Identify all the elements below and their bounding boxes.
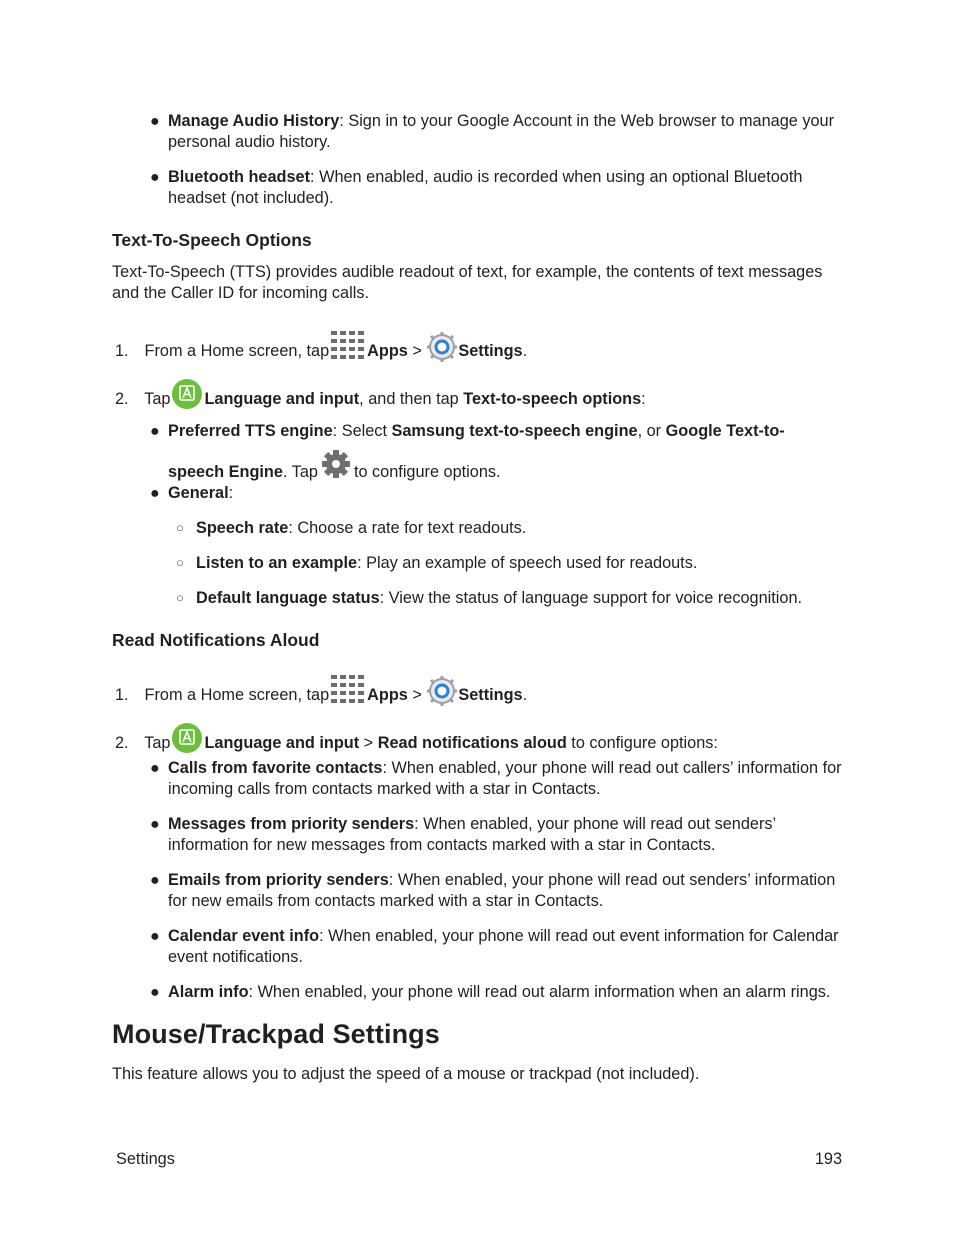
language-input-label: Language and input <box>204 390 360 408</box>
sub-bullet-text: : Play an example of speech used for readouts. <box>357 554 698 572</box>
language-input-icon <box>171 378 203 416</box>
apps-label: Apps <box>367 686 408 704</box>
step-number: 1. <box>115 342 129 360</box>
bullet-text: : When enabled, audio is recorded when using an optional Bluetooth headset (not included). <box>168 168 803 207</box>
sub-bullet-circle: ○ <box>176 555 184 570</box>
bullet-dot: ● <box>150 872 160 889</box>
bullet-bold-label: General <box>168 484 229 502</box>
sub-bullet-default-language <box>176 588 856 609</box>
bullet-bold-label: Alarm info <box>168 983 249 1001</box>
bullet-dot: ● <box>150 760 160 777</box>
step-text: Tap <box>144 390 171 408</box>
separator: > <box>359 734 378 752</box>
tts-intro: Text-To-Speech (TTS) provides audible readout of text, for example, the contents of text messages and the Caller ID for incoming calls. <box>112 263 823 302</box>
bullet-dot: ● <box>150 169 160 186</box>
step-text: From a Home screen, tap <box>144 342 330 360</box>
bullet-bold-label: Preferred TTS engine <box>168 422 333 440</box>
bullet-text: to configure options. <box>353 463 501 481</box>
bullet-dot: ● <box>150 816 160 833</box>
footer-page-number: 193 <box>814 1150 842 1168</box>
bullet-general <box>150 483 858 504</box>
section-heading-read-notifications: Read Notifications Aloud <box>112 630 320 650</box>
sub-bullet-text: : Choose a rate for text readouts. <box>288 519 527 537</box>
bullet-dot: ● <box>150 928 160 945</box>
bullet-alarm-info <box>150 982 858 1003</box>
bullet-text: : When enabled, your phone will read out event information for Calendar event notifications. <box>168 927 839 966</box>
bullet-bold-label: Calendar event info <box>168 927 320 945</box>
bullet-dot: ● <box>150 485 160 502</box>
sub-bullet-circle: ○ <box>176 520 184 535</box>
bullet-text: : <box>228 484 234 502</box>
sub-bullet-circle: ○ <box>176 590 184 605</box>
section-heading-mouse-trackpad: Mouse/Trackpad Settings <box>112 1019 440 1049</box>
bullet-preferred-tts-engine <box>150 414 828 492</box>
bullet-text: : Select <box>332 422 392 440</box>
engine-option: Google Text-to- <box>665 422 785 440</box>
settings-gear-ring-icon <box>427 332 457 368</box>
bullet-text: . Tap <box>282 463 318 481</box>
settings-label: Settings <box>458 342 523 360</box>
step-number: 2. <box>115 734 129 752</box>
sub-bullet-speech-rate <box>176 518 856 539</box>
bullet-text: : When enabled, your phone will read out callers’ information for incoming calls from contacts marked with a star in Contacts. <box>168 759 842 798</box>
sub-bullet-listen-example <box>176 553 856 574</box>
punctuation: : <box>641 390 646 408</box>
bullet-bluetooth-headset <box>150 167 858 209</box>
apps-label: Apps <box>367 342 408 360</box>
bullet-bold-label: Bluetooth headset <box>168 168 311 186</box>
read-notifications-label: Read notifications aloud <box>377 734 567 752</box>
bullet-text: : When enabled, your phone will read out senders’ information for new emails from contacts marked with a star in Contacts. <box>168 871 836 910</box>
mouse-intro: This feature allows you to adjust the speed of a mouse or trackpad (not included). <box>112 1065 700 1083</box>
language-input-icon <box>171 722 203 760</box>
bullet-messages-priority <box>150 814 858 856</box>
separator: > <box>407 686 427 704</box>
step-number: 2. <box>115 390 129 408</box>
step-text: to configure options: <box>566 734 718 752</box>
tts-step-1 <box>115 330 527 368</box>
apps-grid-icon <box>330 674 366 712</box>
tts-step-2 <box>115 378 646 416</box>
bullet-bold-label: Manage Audio History <box>168 112 340 130</box>
tts-options-label: Text-to-speech options <box>463 390 642 408</box>
bullet-text: : Sign in to your Google Account in the Web browser to manage your personal audio history. <box>168 112 835 151</box>
bullet-bold-label: Messages from priority senders <box>168 815 415 833</box>
bullet-text: : When enabled, your phone will read out alarm information when an alarm rings. <box>248 983 831 1001</box>
bullet-dot: ● <box>150 113 160 130</box>
bullet-bold-label: Calls from favorite contacts <box>168 759 383 777</box>
settings-label: Settings <box>458 686 523 704</box>
bullet-text: , or <box>637 422 666 440</box>
sub-bullet-text: : View the status of language support for voice recognition. <box>379 589 803 607</box>
punctuation: . <box>522 342 528 360</box>
rna-step-2 <box>115 722 718 760</box>
section-heading-tts: Text-To-Speech Options <box>112 230 312 250</box>
sub-bullet-bold-label: Speech rate <box>196 519 289 537</box>
step-text: , and then tap <box>359 390 464 408</box>
engine-option: Samsung text-to-speech engine <box>391 422 638 440</box>
step-number: 1. <box>115 686 129 704</box>
sub-bullet-bold-label: Listen to an example <box>196 554 358 572</box>
punctuation: . <box>522 686 528 704</box>
footer-section-name: Settings <box>116 1150 175 1168</box>
rna-step-1 <box>115 674 527 712</box>
step-text: Tap <box>144 734 171 752</box>
separator: > <box>407 342 427 360</box>
bullet-calendar-event <box>150 926 858 968</box>
bullet-calls-favorite <box>150 758 858 800</box>
bullet-dot: ● <box>150 423 160 440</box>
bullet-text: : When enabled, your phone will read out senders’ information for new messages from contacts marked with a star in Contacts. <box>168 815 776 854</box>
bullet-manage-audio-history <box>150 111 858 153</box>
apps-grid-icon <box>330 330 366 368</box>
settings-gear-ring-icon <box>427 676 457 712</box>
bullet-emails-priority <box>150 870 858 912</box>
bullet-bold-label: Emails from priority senders <box>168 871 389 889</box>
step-text: From a Home screen, tap <box>144 686 330 704</box>
language-input-label: Language and input <box>204 734 360 752</box>
sub-bullet-bold-label: Default language status <box>196 589 380 607</box>
engine-option: speech Engine <box>168 463 283 481</box>
bullet-dot: ● <box>150 984 160 1001</box>
